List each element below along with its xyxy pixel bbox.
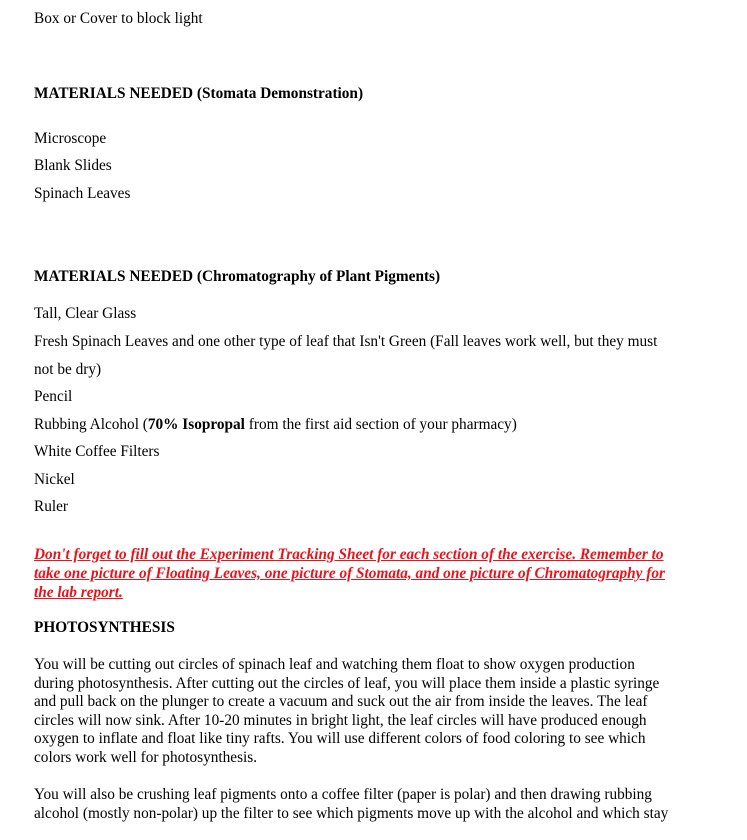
reminder-line: Don't forget to fill out the Experiment Tracking Sheet for each section of the exercise. Remember to — [34, 546, 664, 563]
reminder-line: take one picture of Floating Leaves, one picture of Stomata, and one picture of Chromatography for — [34, 565, 665, 582]
alcohol-suffix: from the first aid section of your pharmacy) — [244, 416, 517, 433]
alcohol-bold: 70% Isopropal — [147, 416, 245, 433]
photosynthesis-paragraph-2 — [34, 786, 706, 823]
paragraph-line: oxygen to inflate and float like tiny rafts. You will use different colors of food coloring to see which — [34, 730, 646, 747]
paragraph-line: alcohol (mostly non-polar) up the filter to see which pigments move up with the alcohol and which stay — [34, 804, 669, 822]
paragraph-line: circles will now sink. After 10-20 minutes in bright light, the leaf circles will have produced enough — [34, 711, 647, 729]
heading-suffix: (Stomata Demonstration) — [196, 85, 364, 102]
reminder-line: the lab report. — [34, 584, 123, 601]
materials-item: Box or Cover to block light — [34, 10, 203, 27]
photosynthesis-heading: PHOTOSYNTHESIS — [34, 619, 175, 636]
stomata-materials-heading — [34, 85, 363, 103]
paragraph-line: during photosynthesis. After cutting out the circles of leaf, you will place them inside a plastic syringe — [34, 674, 660, 692]
chromatography-item: Ruler — [34, 498, 68, 515]
chromatography-item: Fresh Spinach Leaves and one other type of leaf that Isn't Green (Fall leaves work well, but they must — [34, 333, 658, 350]
stomata-item: Spinach Leaves — [34, 185, 131, 202]
chromatography-item: Pencil — [34, 388, 73, 405]
reminder-note — [34, 545, 706, 602]
photosynthesis-paragraph-1 — [34, 656, 706, 767]
paragraph-line: colors work well for photosynthesis. — [34, 748, 258, 766]
heading-label: MATERIALS NEEDED — [34, 85, 194, 102]
heading-suffix: (Chromatography of Plant Pigments) — [196, 268, 441, 285]
chromatography-item: Nickel — [34, 471, 75, 488]
chromatography-item-alcohol — [34, 416, 517, 434]
paragraph-line: You will also be crushing leaf pigments onto a coffee filter (paper is polar) and then drawing rubbing — [34, 786, 652, 803]
chromatography-item: White Coffee Filters — [34, 443, 160, 460]
chromatography-materials-heading — [34, 268, 440, 286]
heading-label: MATERIALS NEEDED — [34, 268, 194, 285]
paragraph-line: You will be cutting out circles of spinach leaf and watching them float to show oxygen production — [34, 656, 635, 673]
chromatography-item: Tall, Clear Glass — [34, 305, 137, 322]
stomata-item: Blank Slides — [34, 157, 112, 174]
alcohol-prefix: Rubbing Alcohol ( — [34, 416, 148, 433]
chromatography-item-continued: not be dry) — [34, 361, 102, 378]
paragraph-line: and pull back on the plunger to create a vacuum and suck out the air from inside the leaves. The leaf — [34, 693, 648, 710]
stomata-item: Microscope — [34, 130, 107, 147]
